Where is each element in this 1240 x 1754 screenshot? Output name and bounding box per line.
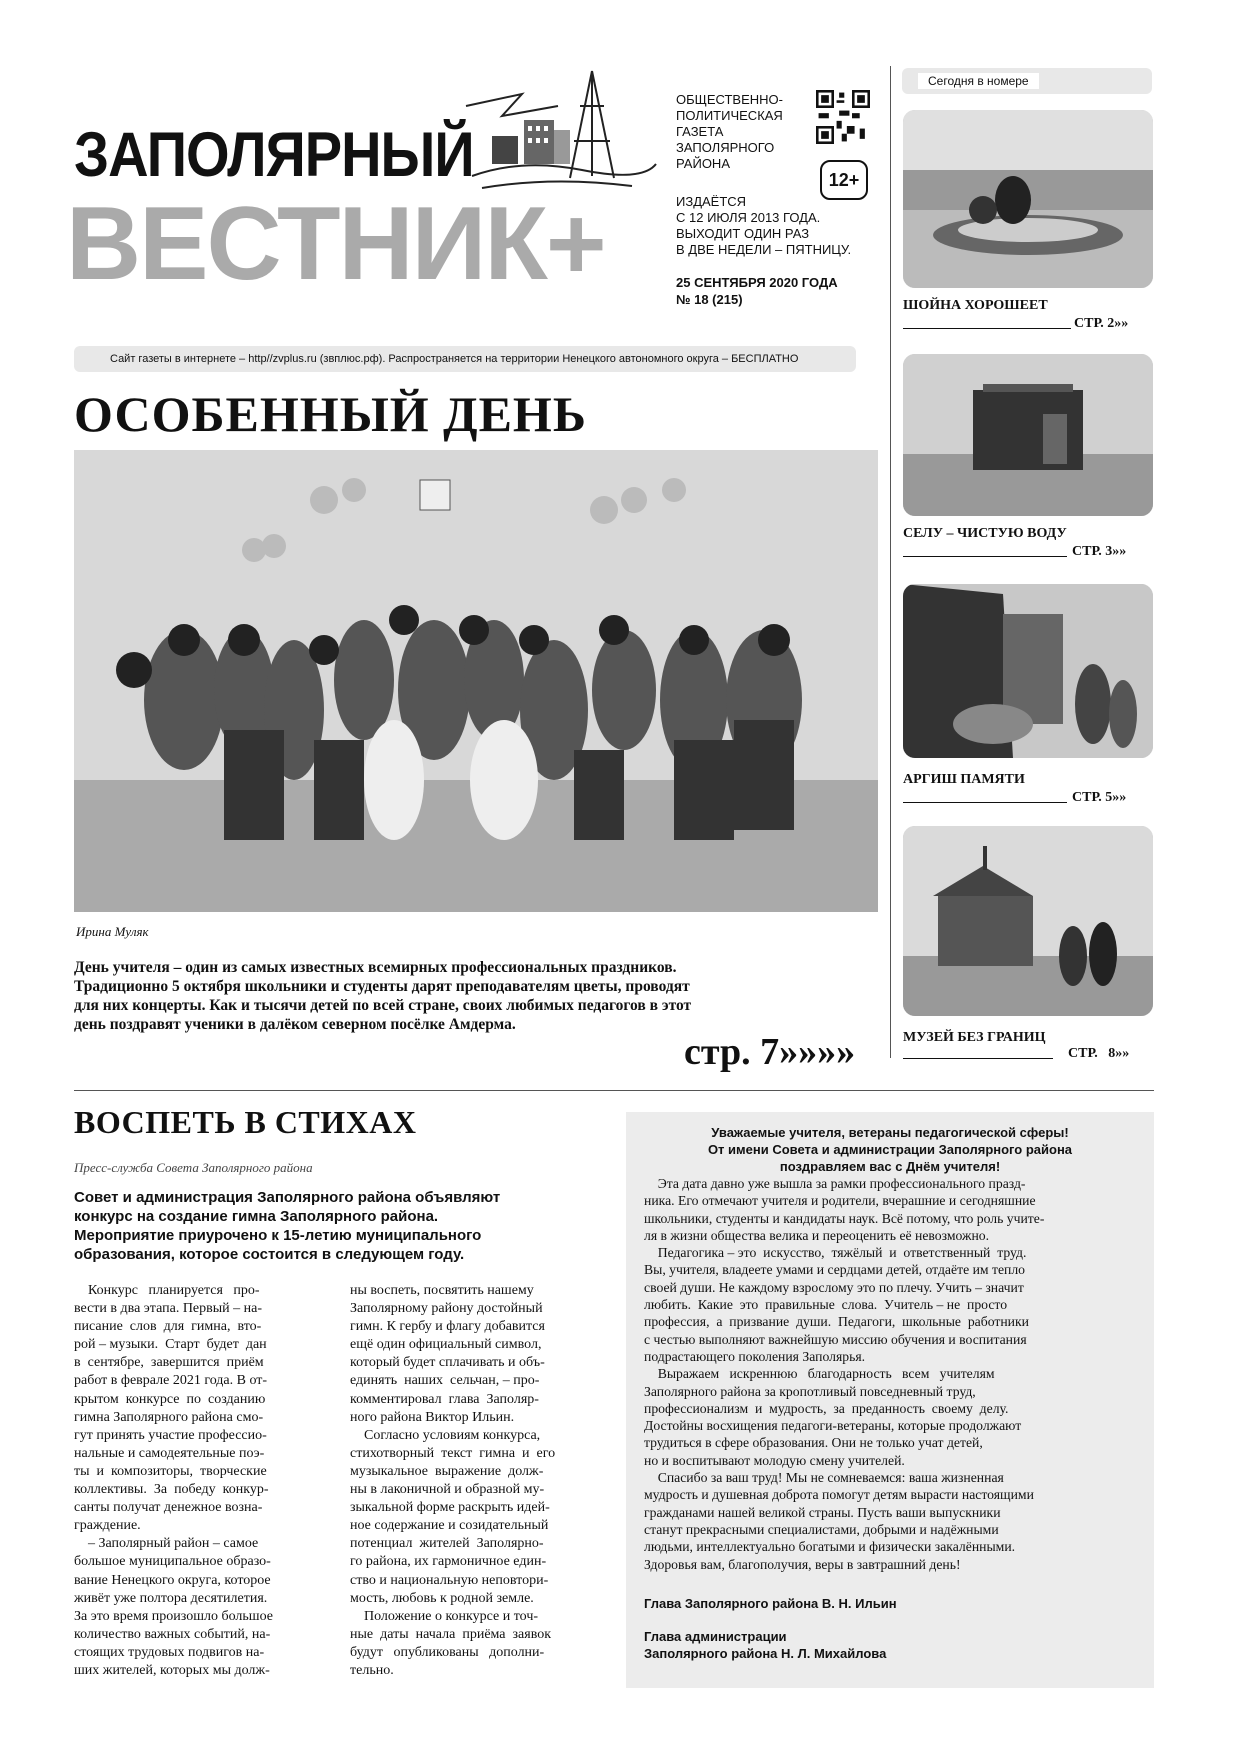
greeting-text-line: трудиться в сфере образования. Они не только учат детей,: [644, 1435, 983, 1451]
sidebar-rule: [903, 802, 1067, 803]
article-text-line: живёт уже полтора десятилетия.: [74, 1590, 268, 1606]
article-text-line: количество важных событий, на-: [74, 1626, 271, 1642]
qr-code-icon: [816, 90, 870, 144]
desc-line: ОБЩЕСТВЕННО-: [676, 92, 783, 107]
article-text-line: работ в феврале 2021 года. В от-: [74, 1373, 268, 1389]
article-text-line: гимна Заполярного района смо-: [74, 1409, 264, 1425]
signature-line: Заполярного района Н. Л. Михайлова: [644, 1646, 887, 1661]
desc-line: РАЙОНА: [676, 156, 730, 171]
lead-line: Совет и администрация Заполярного района объявляют: [74, 1189, 501, 1206]
greeting-body: [644, 1175, 1140, 1573]
greeting-text-line: Вы, учителя, владеете умами и сердцами детей, отдаёте им тепло: [644, 1262, 1026, 1278]
article-text-line: гут принять участие профессио-: [74, 1427, 267, 1443]
schedule-line: С 12 ИЮЛЯ 2013 ГОДА.: [676, 210, 821, 225]
lead-line: Мероприятие приурочено к 15-летию муниципального: [74, 1227, 482, 1244]
greeting-text-line: подрастающего поколения Заполярья.: [644, 1348, 866, 1364]
greeting-header: [626, 1124, 1154, 1175]
article-text-line: который будет сплачивать и объ-: [350, 1355, 545, 1371]
article-text-line: коллективы. За победу конкур-: [74, 1482, 269, 1498]
greeting-text-line: гражданами нашей великой страны. Пусть ваши выпускники: [644, 1504, 1001, 1520]
sidebar-rule: [903, 1058, 1053, 1059]
sidebar-photo-shoyna: [903, 110, 1153, 288]
article-text-line: музыкальное выражение долж-: [350, 1463, 544, 1479]
desc-line: ГАЗЕТА: [676, 124, 724, 139]
lead-line: образования, которое состоится в следующем году.: [74, 1246, 465, 1263]
schedule-line: ИЗДАЁТСЯ: [676, 194, 747, 209]
logo-illustration: [462, 66, 658, 200]
greeting-text-line: ля в жизни общества велика и переоценить её невозможно.: [644, 1227, 990, 1243]
greeting-text-line: Достойны восхищения педагоги-ветераны, которые продолжают: [644, 1418, 1022, 1434]
logo-title-top: ЗАПОЛЯРНЫЙ: [74, 119, 474, 190]
issue-date-block: [676, 274, 838, 308]
sidebar-item-title[interactable]: ШОЙНА ХОРОШЕЕТ: [903, 298, 1048, 313]
greeting-text-line: Здоровья вам, благополучия, веры в завтрашний день!: [644, 1556, 961, 1572]
article-text-line: Согласно условиям конкурса,: [350, 1427, 541, 1443]
article-text-line: рой – музыки. Старт будет дан: [74, 1337, 267, 1353]
greeting-text-line: людьми, интеллектуально богатыми и физически закалёнными.: [644, 1539, 1016, 1555]
lead-line: Традиционно 5 октября школьники и студенты дарят преподавателям цветы, проводят: [74, 978, 690, 995]
publication-schedule: [676, 194, 866, 258]
greeting-text-line: Заполярного района за кропотливый повседневный труд,: [644, 1383, 976, 1399]
article-text-line: граждение.: [74, 1518, 141, 1534]
greeting-text-line: Спасибо за ваш труд! Мы не сомневаемся: ваша жизненная: [644, 1470, 1004, 1486]
greeting-text-line: школьники, студенты и кандидаты наук. Всё потому, что роль учите-: [644, 1210, 1045, 1226]
issue-number: № 18 (215): [676, 292, 743, 307]
article-text-line: Положение о конкурсе и точ-: [350, 1608, 539, 1624]
greeting-text-line: Выражаем искреннюю благодарность всем учителям: [644, 1366, 995, 1382]
lead-line: конкурс на создание гимна Заполярного района.: [74, 1208, 439, 1225]
article-text-line: единять наших сельчан, – про-: [350, 1373, 540, 1389]
desc-line: ПОЛИТИЧЕСКАЯ: [676, 108, 783, 123]
article-text-line: ство и национальную неповтори-: [350, 1572, 549, 1588]
sidebar-photo-memorial: [903, 584, 1153, 758]
sidebar-item-page[interactable]: СТР. 8»»: [1068, 1046, 1130, 1061]
greeting-text-line: профессия, а призвание души. Педагоги, школьные работники: [644, 1314, 1029, 1330]
article-text-line: будут опубликованы дополни-: [350, 1644, 545, 1660]
article-text-line: нальные и самодеятельные поэ-: [74, 1445, 265, 1461]
sidebar-photo-museum: [903, 826, 1153, 1016]
sidebar-item-title[interactable]: СЕЛУ – ЧИСТУЮ ВОДУ: [903, 526, 1067, 541]
article-text-line: ны воспеть, посвятить нашему: [350, 1283, 534, 1298]
article-text-line: писание слов для гимна, вто-: [74, 1319, 262, 1335]
greeting-text-line: мудрость и душевная доброта помогут детям вырасти настоящими: [644, 1487, 1034, 1503]
greeting-header-line: Уважаемые учителя, ветераны педагогической сферы!: [711, 1125, 1069, 1140]
article-text-line: гимн. К гербу и флагу добавится: [350, 1319, 545, 1335]
main-article-page-link[interactable]: стр. 7»»»»: [684, 1031, 856, 1073]
lead-line: День учителя – один из самых известных всемирных профессиональных праздников.: [74, 959, 677, 976]
article-text-line: вести в два этапа. Первый – на-: [74, 1301, 263, 1317]
article-text-line: ные даты начала приёма заявок: [350, 1626, 552, 1642]
sidebar-item-page[interactable]: СТР. 3»»: [1072, 544, 1127, 559]
greeting-text-line: Эта дата давно уже вышла за рамки профессионального празд-: [644, 1176, 1026, 1191]
greeting-text-line: станут прекрасными специалистами, добрыми и надёжными: [644, 1521, 999, 1537]
greeting-header-line: поздравляем вас с Днём учителя!: [779, 1159, 1001, 1174]
article-text-line: крытом конкурсе по созданию: [74, 1391, 266, 1407]
article-text-line: За это время произошло большое: [74, 1608, 273, 1624]
article-text-line: потенциал жителей Заполярно-: [350, 1536, 544, 1552]
main-photo: [74, 450, 878, 912]
sidebar-rule: [903, 556, 1067, 557]
section-divider: [74, 1090, 1154, 1091]
lead-line: для них концерты. Как и тысячи детей по всей стране, своих любимых педагогов в этот: [74, 997, 692, 1014]
article-text-line: – Заполярный район – самое: [74, 1536, 259, 1552]
sidebar-item-page[interactable]: СТР. 2»»: [1074, 316, 1129, 331]
sidebar-item-title[interactable]: АРГИШ ПАМЯТИ: [903, 772, 1025, 787]
lead-line: день поздравят ученики в далёком северном посёлке Амдерма.: [74, 1016, 516, 1033]
age-rating-badge: 12+: [820, 160, 868, 200]
article-text-line: тельно.: [350, 1662, 394, 1678]
article-text-line: ное содержание и созидательный: [350, 1518, 549, 1534]
article-text-line: стоящих трудовых подвигов на-: [74, 1644, 265, 1660]
article-text-line: ны в лаконичной и образной му-: [350, 1482, 545, 1498]
sidebar-item-page[interactable]: СТР. 5»»: [1072, 790, 1127, 805]
main-lead: [74, 958, 874, 1034]
greeting-text-line: своей души. Не каждому взрослому это по плечу. Учить – значит: [644, 1279, 1024, 1295]
article2-source: Пресс-служба Совета Заполярного района: [74, 1160, 313, 1175]
article2-column-1: [74, 1282, 324, 1680]
article2-headline: ВОСПЕТЬ В СТИХАХ: [74, 1104, 417, 1140]
greeting-text-line: но и воспитывают молодую смену учителей.: [644, 1452, 905, 1468]
article-text-line: стихотворный текст гимна и его: [350, 1445, 556, 1461]
article-text-line: комментировал глава Заполяр-: [350, 1391, 539, 1407]
greeting-text-line: Педагогика – это искусство, тяжёлый и ответственный труд.: [644, 1245, 1027, 1261]
desc-line: ЗАПОЛЯРНОГО: [676, 140, 775, 155]
logo-title-bottom: ВЕСТНИК+: [66, 186, 605, 302]
sidebar-item-title[interactable]: МУЗЕЙ БЕЗ ГРАНИЦ: [903, 1030, 1046, 1045]
greeting-text-line: ника. Его отмечают учителя и родители, вчерашние и сегодняшние: [644, 1193, 1036, 1209]
greeting-signature-1: Глава Заполярного района В. Н. Ильин: [644, 1596, 897, 1611]
schedule-line: ВЫХОДИТ ОДИН РАЗ: [676, 226, 810, 241]
article2-column-2: [350, 1282, 600, 1680]
main-headline: ОСОБЕННЫЙ ДЕНЬ: [74, 386, 587, 442]
article-text-line: го района, их гармоничное един-: [350, 1554, 547, 1570]
signature-line: Глава администрации: [644, 1629, 787, 1644]
article-text-line: зыкальной форме раскрыть идей-: [350, 1500, 550, 1516]
schedule-line: В ДВЕ НЕДЕЛИ – ПЯТНИЦУ.: [676, 242, 852, 257]
article-text-line: ещё один официальный символ,: [350, 1337, 542, 1353]
article-text-line: ты и композиторы, творческие: [74, 1463, 267, 1479]
greeting-text-line: любить. Какие это правильные слова. Учитель – не просто: [644, 1297, 1008, 1313]
article-text-line: Заполярному району достойный: [350, 1301, 543, 1317]
article2-lead: [74, 1188, 604, 1264]
greeting-signature-2: [644, 1628, 886, 1662]
article-text-line: Конкурс планируется про-: [74, 1283, 260, 1298]
article-text-line: вание Ненецкого округа, которое: [74, 1572, 271, 1588]
sidebar-rule: [903, 328, 1071, 329]
article-text-line: санты получат денежное возна-: [74, 1500, 263, 1516]
photo-credit: Ирина Муляк: [76, 924, 149, 939]
greeting-header-line: От имени Совета и администрации Заполярного района: [707, 1142, 1073, 1157]
today-in-issue-label: Сегодня в номере: [918, 73, 1039, 89]
sidebar-photo-water: [903, 354, 1153, 516]
column-divider: [890, 66, 891, 1058]
issue-date: 25 СЕНТЯБРЯ 2020 ГОДА: [676, 275, 838, 290]
article-text-line: ного района Виктор Ильин.: [350, 1409, 515, 1425]
article-text-line: мость, любовь к родной земле.: [350, 1590, 534, 1606]
greeting-text-line: профессионализм и мудрость, за преданность своему делу.: [644, 1400, 1009, 1416]
article-text-line: ших жителей, которых мы долж-: [74, 1662, 270, 1678]
article-text-line: большое муниципальное образо-: [74, 1554, 271, 1570]
article-text-line: в сентябре, завершится приём: [74, 1355, 264, 1371]
greeting-text-line: с честью выполняют важнейшую миссию обучения и воспитания: [644, 1331, 1027, 1347]
site-info-bar: Сайт газеты в интернете – http//zvplus.ru (звплюс.рф). Распространяется на территории Ненецкого автономного округа – БЕСПЛАТНО: [74, 346, 856, 372]
